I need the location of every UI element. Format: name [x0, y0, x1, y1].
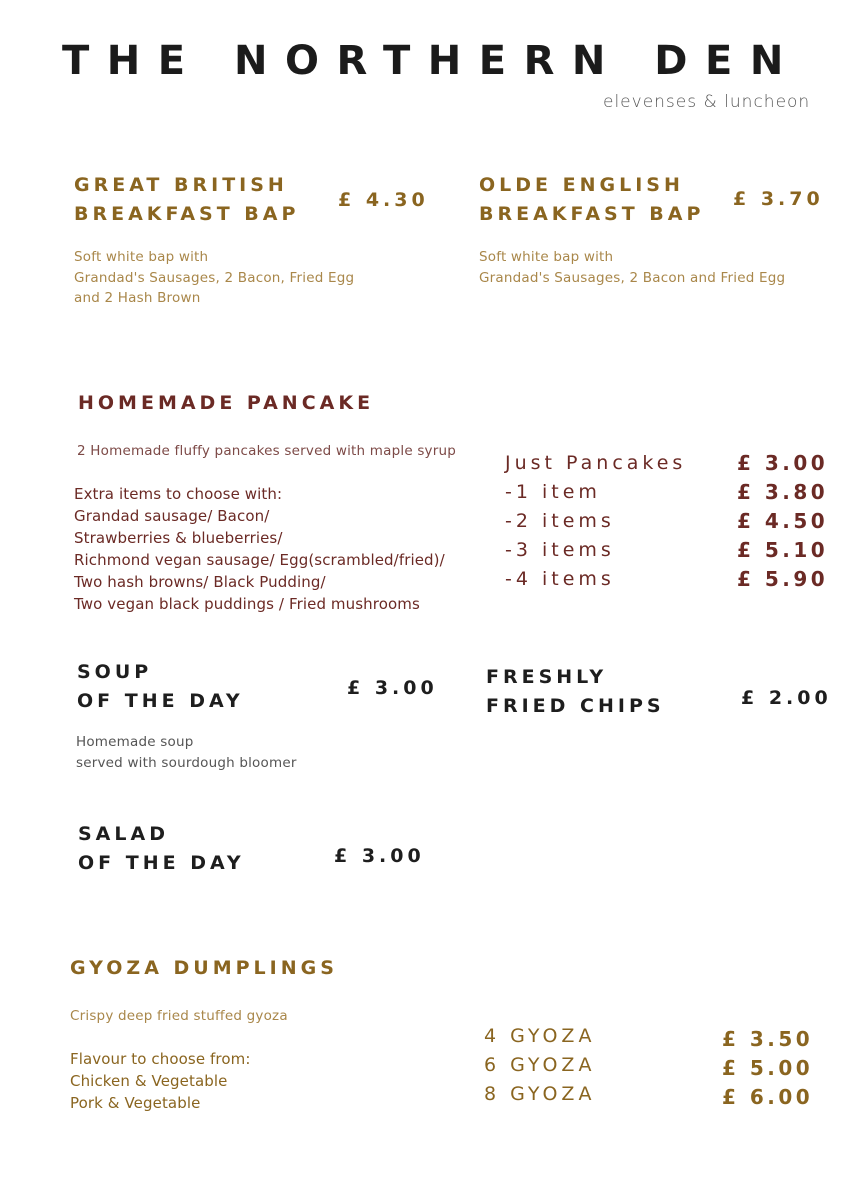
pancake-extra-line: Strawberries & blueberries/: [74, 529, 283, 547]
great-british-description: [74, 247, 354, 309]
pancake-option-label: -3 items: [505, 539, 615, 561]
pancake-option-price: £ 3.00: [737, 451, 829, 475]
pancake-extra-line: Grandad sausage/ Bacon/: [74, 507, 270, 525]
gyoza-option-label: 4 GYOZA: [484, 1025, 596, 1047]
gyoza-option-price: £ 5.00: [722, 1056, 814, 1080]
pancake-option-label: -1 item: [505, 481, 601, 503]
soup-price: £ 3.00: [347, 677, 438, 699]
great-british-desc-line2: Grandad's Sausages, 2 Bacon, Fried Egg: [74, 269, 355, 286]
olde-english-name-line1: OLDE ENGLISH: [479, 174, 684, 196]
page-subtitle: elevenses & luncheon: [603, 92, 811, 112]
page-title: THE NORTHERN DEN: [62, 38, 801, 84]
salad-name-line2: OF THE DAY: [78, 852, 245, 874]
great-british-name-line2: BREAKFAST BAP: [74, 203, 300, 225]
gyoza-flavour-line: Chicken & Vegetable: [70, 1072, 228, 1090]
salad-name: [78, 820, 245, 878]
chips-name: [486, 663, 665, 721]
soup-name-line2: OF THE DAY: [77, 690, 244, 712]
pancake-extra-line: Two vegan black puddings / Fried mushrooms: [74, 595, 420, 613]
olde-english-description: [479, 247, 785, 288]
great-british-name-line1: GREAT BRITISH: [74, 174, 288, 196]
pancake-extra-line: Two hash browns/ Black Pudding/: [74, 573, 326, 591]
pancake-title: HOMEMADE PANCAKE: [78, 392, 375, 414]
pancake-option-label: -4 items: [505, 568, 615, 590]
soup-desc-line1: Homemade soup: [76, 734, 194, 750]
olde-english-name: [479, 171, 704, 229]
pancake-option-price: £ 5.10: [737, 538, 829, 562]
gyoza-option-labels: [484, 1022, 595, 1109]
chips-name-line1: FRESHLY: [486, 666, 608, 688]
chips-name-line2: FRIED CHIPS: [486, 695, 665, 717]
gyoza-flavour-line: Pork & Vegetable: [70, 1094, 201, 1112]
pancake-option-prices: [737, 449, 828, 594]
gyoza-description: Crispy deep fried stuffed gyoza: [70, 1008, 288, 1024]
olde-english-name-line2: BREAKFAST BAP: [479, 203, 705, 225]
olde-english-desc-line2: Grandad's Sausages, 2 Bacon and Fried Egg: [479, 269, 786, 286]
gyoza-option-prices: [722, 1025, 813, 1112]
soup-name-line1: SOUP: [77, 661, 153, 683]
gyoza-option-label: 8 GYOZA: [484, 1083, 596, 1105]
salad-price: £ 3.00: [334, 845, 425, 867]
pancake-extra-line: Richmond vegan sausage/ Egg(scrambled/fried)/: [74, 551, 445, 569]
gyoza-option-price: £ 3.50: [722, 1027, 814, 1051]
pancake-extras: [74, 483, 445, 615]
olde-english-price: £ 3.70: [733, 188, 824, 210]
gyoza-option-price: £ 6.00: [722, 1085, 814, 1109]
great-british-name: [74, 171, 299, 229]
great-british-price: £ 4.30: [338, 189, 429, 211]
pancake-option-label: -2 items: [505, 510, 615, 532]
soup-description: [76, 732, 297, 773]
gyoza-flavour-line: Flavour to choose from:: [70, 1050, 251, 1068]
pancake-extra-line: Extra items to choose with:: [74, 485, 283, 503]
gyoza-flavours: [70, 1048, 251, 1114]
pancake-option-price: £ 4.50: [737, 509, 829, 533]
olde-english-desc-line1: Soft white bap with: [479, 249, 614, 265]
chips-price: £ 2.00: [741, 687, 832, 709]
salad-name-line1: SALAD: [78, 823, 169, 845]
pancake-description: 2 Homemade fluffy pancakes served with maple syrup: [77, 443, 457, 459]
great-british-desc-line3: and 2 Hash Brown: [74, 290, 201, 306]
soup-name: [77, 658, 244, 716]
gyoza-title: GYOZA DUMPLINGS: [70, 957, 338, 979]
gyoza-option-label: 6 GYOZA: [484, 1054, 596, 1076]
great-british-desc-line1: Soft white bap with: [74, 249, 209, 265]
pancake-option-labels: [505, 449, 686, 594]
pancake-option-label: Just Pancakes: [505, 452, 687, 474]
soup-desc-line2: served with sourdough bloomer: [76, 754, 297, 771]
pancake-option-price: £ 5.90: [737, 567, 829, 591]
pancake-option-price: £ 3.80: [737, 480, 829, 504]
